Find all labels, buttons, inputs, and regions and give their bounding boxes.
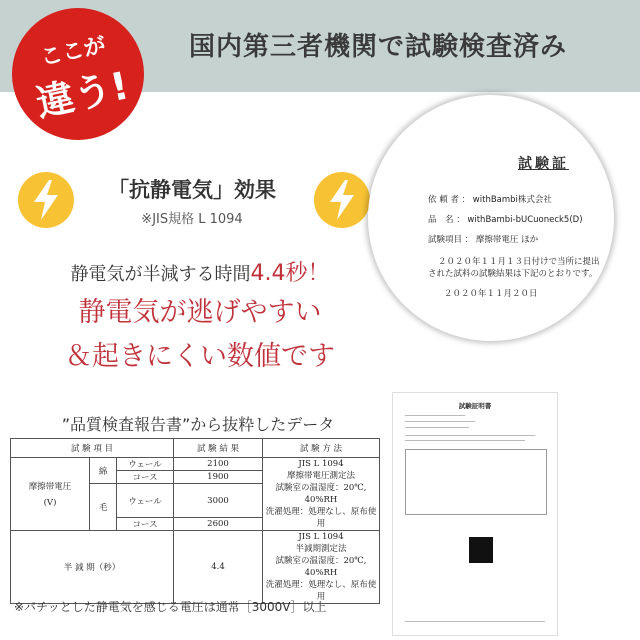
certificate-client: 依 頼 者 ： withBambi株式会社 bbox=[428, 195, 552, 205]
direction-cell: コース bbox=[117, 471, 174, 484]
half-life-label-cell: 半 減 期（秒） bbox=[11, 531, 174, 604]
direction-cell: コース bbox=[117, 518, 174, 531]
badge-line2: 違う! bbox=[32, 63, 133, 126]
method-line: 半減期測定法 bbox=[295, 544, 347, 554]
badge-line1: ここが bbox=[38, 32, 109, 72]
voltage-unit: (V) bbox=[43, 498, 57, 508]
method-line: 洗濯処理：処理なし、原布使用 bbox=[265, 580, 377, 602]
material-cell: 毛 bbox=[90, 484, 117, 531]
test-results-table bbox=[10, 438, 380, 604]
certificate-statement1: ２０２０年１１月１３日付けで当所に提出 bbox=[438, 257, 600, 267]
value-cell: 3000 bbox=[174, 484, 263, 518]
text-line bbox=[405, 415, 465, 416]
value-cell: 2600 bbox=[174, 518, 263, 531]
table-header-row bbox=[11, 439, 380, 458]
text-line bbox=[405, 621, 545, 622]
effect-heading: 「抗静電気」効果 bbox=[108, 178, 276, 202]
direction-cell: ウェール bbox=[117, 484, 174, 518]
certificate-magnifier bbox=[368, 95, 614, 341]
method-line: 洗濯処理：処理なし、原布使用 bbox=[265, 507, 377, 529]
footnote: ※パチッとした静電気を感じる電圧は通常［3000V］以上 bbox=[14, 600, 327, 614]
method-line: 摩擦帯電圧測定法 bbox=[286, 471, 355, 481]
mini-table bbox=[405, 449, 547, 515]
method-line: JIS L 1094 bbox=[298, 532, 344, 542]
thumbnail-title: 試験証明書 bbox=[458, 402, 492, 410]
black-stamp bbox=[469, 537, 493, 563]
text-line bbox=[405, 435, 535, 436]
report-excerpt-label: ”品質検査報告書”から抜粋したデータ bbox=[61, 415, 335, 434]
certificate-test-item: 試験項目 ： 摩擦帯電圧 ほか bbox=[428, 235, 539, 245]
method-line: JIS L 1094 bbox=[298, 459, 344, 469]
material-cell: 綿 bbox=[90, 458, 117, 484]
table-row bbox=[11, 531, 380, 604]
certificate-statement2: された試料の試験結果は下記のとおりです。 bbox=[428, 269, 598, 279]
half-life-value: 4.4秒！ bbox=[250, 261, 330, 286]
half-life-value-cell: 4.4 bbox=[174, 531, 263, 604]
header-test-result: 試 験 結 果 bbox=[174, 439, 263, 458]
header-test-method: 試 験 方 法 bbox=[263, 439, 380, 458]
certificate-date: ２０２０年１１月２０日 bbox=[444, 289, 538, 299]
claim-line2: ＆起きにくい数値です bbox=[65, 341, 335, 372]
certificate-product: 品 名 ： withBambi-bUCuoneck5(D) bbox=[428, 215, 583, 225]
table-row bbox=[11, 458, 380, 471]
method-line: 試験室の温湿度：20℃, 40%RH bbox=[275, 483, 367, 505]
voltage-label: 摩擦帯電圧 bbox=[28, 482, 72, 492]
certificate-document-thumbnail bbox=[392, 392, 558, 636]
text-line bbox=[405, 427, 469, 428]
method-line: 試験室の温湿度：20℃, 40%RH bbox=[275, 556, 367, 578]
method-cell-voltage bbox=[263, 458, 380, 531]
header-test-item: 試 験 項 目 bbox=[11, 439, 174, 458]
lightning-icon bbox=[18, 172, 74, 228]
voltage-label-cell bbox=[11, 458, 90, 531]
claim-line1: 静電気が逃げやすい bbox=[78, 297, 322, 328]
text-line bbox=[405, 421, 475, 422]
header-title: 国内第三者機関で試験検査済み bbox=[188, 32, 567, 62]
value-cell: 1900 bbox=[174, 471, 263, 484]
method-cell-half-life bbox=[263, 531, 380, 604]
jis-standard-note: ※JIS規格 L 1094 bbox=[141, 212, 243, 227]
text-line bbox=[405, 440, 525, 441]
direction-cell: ウェール bbox=[117, 458, 174, 471]
half-life-prefix: 静電気が半減する時間 bbox=[70, 264, 251, 285]
certificate-title: 試験証 bbox=[518, 156, 569, 172]
half-life-claim bbox=[20, 256, 380, 287]
lightning-icon bbox=[314, 172, 370, 228]
value-cell: 2100 bbox=[174, 458, 263, 471]
